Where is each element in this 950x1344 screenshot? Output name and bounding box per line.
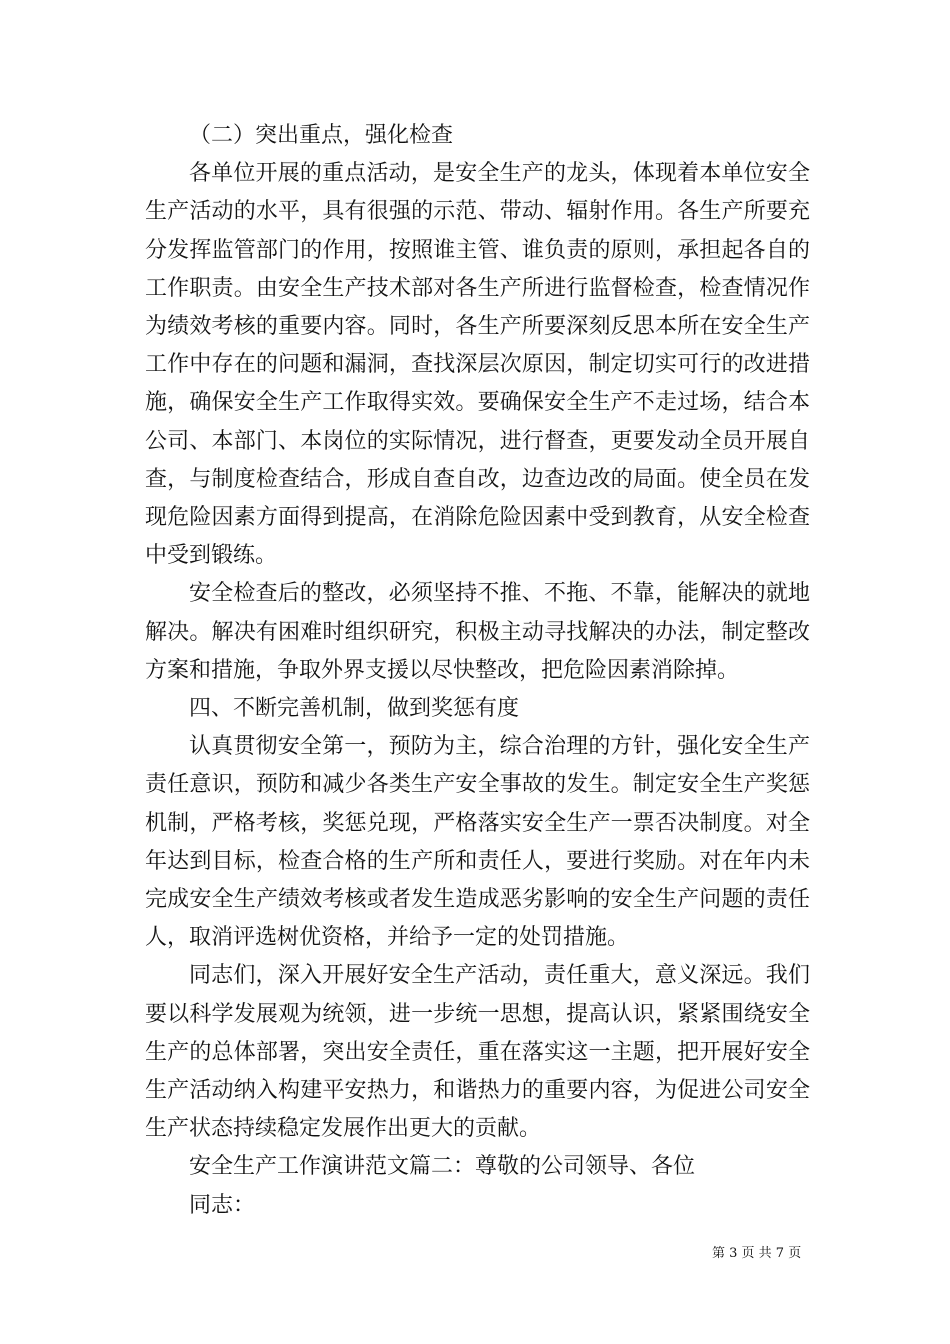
paragraph-mechanism: 认真贯彻安全第一，预防为主，综合治理的方针，强化安全生产责任意识，预防和减少各类生产安全事故的发生。制定安全生产奖惩机制，严格考核，奖惩兑现，严格落实安全生产一票否决制度。对全年达到目标，检查合格的生产所和责任人，要进行奖励。对在年内未完成安全生产绩效考核或者发生造成恶劣影响的安全生产问题的责任人，取消评选树优资格，并给予一定的处罚措施。 [145, 734, 810, 951]
section-heading-4: 四、不断完善机制，做到奖惩有度 [189, 696, 520, 722]
paragraph-conclusion: 同志们，深入开展好安全生产活动，责任重大，意义深远。我们要以科学发展观为统领，进一步统一思想，提高认识，紧紧围绕安全生产的总体部署，突出安全责任，重在落实这一主题，把开展好安全生产活动纳入构建平安热力，和谐热力的重要内容，为促进公司安全生产状态持续稳定发展作出更大的贡献。 [145, 963, 810, 1142]
paragraph-inspection: 各单位开展的重点活动，是安全生产的龙头，体现着本单位安全生产活动的水平，具有很强的示范、带动、辐射作用。各生产所要充分发挥监管部门的作用，按照谁主管、谁负责的原则，承担起各自的工作职责。由安全生产技术部对各生产所进行监督检查，检查情况作为绩效考核的重要内容。同时，各生产所要深刻反思本所在安全生产工作中存在的问题和漏洞，查找深层次原因，制定切实可行的改进措施，确保安全生产工作取得实效。要确保安全生产不走过场，结合本公司、本部门、本岗位的实际情况，进行督查，更要发动全员开展自查，与制度检查结合，形成自查自改，边查边改的局面。使全员在发现危险因素方面得到提高，在消除危险因素中受到教育，从安全检查中受到锻练。 [145, 161, 810, 569]
paragraph-rectification: 安全检查后的整改，必须坚持不推、不拖、不靠，能解决的就地解决。解决有困难时组织研究，积极主动寻找解决的办法，制定整改方案和措施，争取外界支援以尽快整改，把危险因素消除掉。 [145, 581, 810, 683]
paragraph-greeting: 同志： [189, 1192, 256, 1218]
section-heading-2: （二）突出重点，强化检查 [189, 123, 454, 148]
paragraph-speech-title: 安全生产工作演讲范文篇二：尊敬的公司领导、各位 [189, 1154, 696, 1180]
document-body [145, 117, 810, 1225]
page-number: 第 3 页 共 7 页 [712, 1246, 802, 1261]
